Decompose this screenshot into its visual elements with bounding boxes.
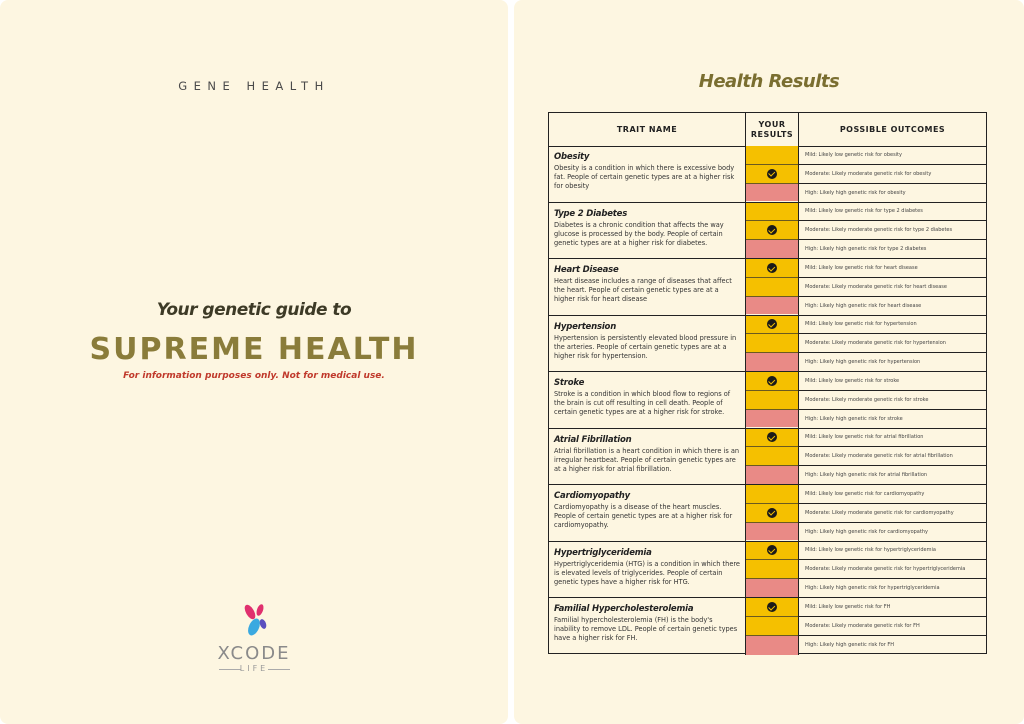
outcomes-cell — [799, 259, 986, 315]
table-row — [549, 146, 986, 203]
result-cell — [746, 316, 799, 372]
table-row — [549, 259, 986, 316]
results-table — [548, 112, 987, 654]
outcomes-cell — [799, 372, 986, 428]
table-row — [549, 429, 986, 486]
result-high-cell — [746, 410, 798, 428]
outcome-high: High: Likely high genetic risk for cardiomyopathy — [805, 528, 928, 535]
outcomes-cell — [799, 542, 986, 598]
outcome-high: High: Likely high genetic risk for obesity — [805, 189, 906, 196]
outcome-moderate: Moderate: Likely moderate genetic risk for FH — [799, 617, 986, 636]
outcomes-cell — [799, 146, 986, 202]
disclaimer: For information purposes only. Not for medical use. — [123, 371, 385, 381]
result-cell — [746, 259, 799, 315]
outcome-moderate: Moderate: Likely moderate genetic risk for cardiomyopathy — [799, 504, 986, 523]
outcome-mild: Mild: Likely low genetic risk for stroke — [799, 372, 986, 391]
table-row — [549, 203, 986, 260]
trait-cell — [549, 598, 746, 655]
table-row — [549, 485, 986, 542]
result-mild-cell — [746, 146, 798, 165]
outcome-high: High: Likely high genetic risk for stroke — [805, 415, 903, 422]
outcome-high: High: Likely high genetic risk for FH — [805, 642, 894, 649]
header-possible-outcomes: POSSIBLE OUTCOMES — [839, 124, 946, 134]
trait-cell — [549, 485, 746, 541]
outcomes-cell — [799, 316, 986, 372]
outcome-high: High: Likely high genetic risk for type 2 diabetes — [805, 246, 927, 253]
results-title: Health Results — [698, 71, 840, 92]
result-moderate-cell — [746, 617, 798, 636]
trait-name: Heart Disease — [554, 265, 619, 275]
trait-description: Hypertriglyceridemia (HTG) is a condition in which there is elevated levels of triglycerides. People of certain genetic types have a higher risk for HTG. — [554, 559, 740, 586]
result-moderate-cell — [746, 447, 798, 466]
outcomes-cell — [799, 598, 986, 655]
header-trait-name: TRAIT NAME — [549, 113, 746, 146]
outcome-mild: Mild: Likely low genetic risk for FH — [799, 598, 986, 617]
outcome-moderate: Moderate: Likely moderate genetic risk for heart disease — [799, 278, 986, 297]
check-circle-icon — [767, 545, 777, 555]
trait-name: Obesity — [554, 152, 590, 162]
trait-cell — [549, 316, 746, 372]
outcome-mild: Mild: Likely low genetic risk for heart disease — [799, 259, 986, 278]
result-moderate-cell — [746, 278, 798, 297]
result-mild-cell — [746, 203, 798, 222]
outcome-high: High: Likely high genetic risk for hypertension — [805, 359, 921, 366]
trait-name: Type 2 Diabetes — [554, 208, 628, 219]
table-header — [549, 113, 986, 147]
result-mild-cell — [746, 598, 798, 617]
result-high-cell — [746, 579, 798, 597]
outcome-moderate: Moderate: Likely moderate genetic risk for obesity — [799, 165, 986, 184]
table-row — [549, 316, 986, 373]
check-circle-icon — [767, 169, 777, 179]
trait-name: Hypertension — [554, 321, 617, 332]
trait-name: Atrial Fibrillation — [554, 434, 632, 445]
trait-description: Heart disease includes a range of diseases that affect the heart. People of certain genetic types are at a higher risk for heart disease — [554, 277, 732, 303]
outcome-mild: Mild: Likely low genetic risk for hypertriglyceridemia — [799, 542, 986, 561]
trait-name: Hypertriglyceridemia — [554, 547, 652, 558]
outcome-moderate: Moderate: Likely moderate genetic risk for type 2 diabetes — [799, 221, 986, 240]
outcome-mild: Mild: Likely low genetic risk for cardiomyopathy — [799, 485, 986, 504]
trait-description: Stroke is a condition in which blood flow to regions of the brain is cut off resulting in cell death. People of certain genetic types are at a higher risk for stroke. — [554, 390, 731, 416]
check-circle-icon — [767, 225, 777, 235]
outcomes-cell — [799, 429, 986, 485]
trait-description: Diabetes is a chronic condition that affects the way glucose is processed by the body. People of certain genetic types are at a higher risk for diabetes. — [554, 220, 724, 247]
trait-cell — [549, 542, 746, 598]
result-cell — [746, 146, 799, 202]
trait-name: Cardiomyopathy — [554, 491, 630, 501]
result-moderate-cell — [746, 165, 798, 184]
check-circle-icon — [767, 263, 777, 273]
brand-heading: GENE HEALTH — [178, 79, 330, 93]
trait-description: Familial hypercholesterolemia (FH) is the body's inability to remove LDL. People of certain genetic types have a higher risk for FH. — [554, 616, 738, 642]
check-circle-icon — [767, 602, 777, 612]
logo-subname: LIFE — [239, 664, 269, 673]
cover-title: SUPREME HEALTH — [89, 332, 419, 367]
result-mild-cell — [746, 259, 798, 278]
result-high-cell — [746, 466, 798, 484]
cover-subtitle: Your genetic guide to — [156, 300, 352, 320]
table-row — [549, 372, 986, 429]
result-moderate-cell — [746, 504, 798, 523]
result-moderate-cell — [746, 560, 798, 579]
check-circle-icon — [767, 376, 777, 386]
check-circle-icon — [767, 508, 777, 518]
result-moderate-cell — [746, 391, 798, 410]
result-cell — [746, 485, 799, 541]
trait-cell — [549, 372, 746, 428]
result-cell — [746, 372, 799, 428]
table-row — [549, 598, 986, 655]
outcome-mild: Mild: Likely low genetic risk for obesity — [799, 146, 986, 165]
outcome-moderate: Moderate: Likely moderate genetic risk for hypertriglyceridemia — [799, 560, 986, 579]
trait-cell — [549, 429, 746, 485]
outcome-mild: Mild: Likely low genetic risk for hypertension — [799, 316, 986, 335]
result-high-cell — [746, 297, 798, 315]
trait-cell — [549, 146, 746, 202]
trait-name: Familial Hypercholesterolemia — [554, 604, 694, 614]
xcode-logo-icon — [238, 600, 274, 640]
trait-description: Obesity is a condition in which there is excessive body fat. People of certain genetic types are at a higher risk for obesity — [554, 164, 735, 190]
result-mild-cell — [746, 316, 798, 335]
outcomes-cell — [799, 485, 986, 541]
result-high-cell — [746, 240, 798, 258]
outcome-high: High: Likely high genetic risk for atrial fibrillation — [805, 472, 928, 479]
outcome-moderate: Moderate: Likely moderate genetic risk for stroke — [799, 391, 986, 410]
outcome-mild: Mild: Likely low genetic risk for type 2 diabetes — [799, 203, 986, 222]
result-cell — [746, 203, 799, 259]
result-high-cell — [746, 353, 798, 371]
logo-name: XCODE — [217, 643, 291, 664]
outcome-high: High: Likely high genetic risk for hypertriglyceridemia — [805, 585, 940, 592]
cover-page — [0, 0, 508, 724]
trait-cell — [549, 259, 746, 315]
result-high-cell — [746, 636, 798, 654]
outcome-moderate: Moderate: Likely moderate genetic risk for hypertension — [799, 334, 986, 353]
result-mild-cell — [746, 429, 798, 448]
result-cell — [746, 598, 799, 655]
outcomes-cell — [799, 203, 986, 259]
trait-description: Atrial fibrillation is a heart condition in which there is an irregular heartbeat. People of certain genetic types are at a higher risk for atrial fibrillation. — [554, 446, 740, 473]
result-high-cell — [746, 523, 798, 541]
result-moderate-cell — [746, 221, 798, 240]
result-mild-cell — [746, 485, 798, 504]
result-cell — [746, 542, 799, 598]
logo-divider-right — [268, 669, 290, 670]
result-cell — [746, 429, 799, 485]
result-mild-cell — [746, 372, 798, 391]
trait-name: Stroke — [554, 378, 585, 388]
check-circle-icon — [767, 319, 777, 329]
header-your-results: YOUR RESULTS — [746, 113, 799, 146]
table-row — [549, 542, 986, 599]
result-moderate-cell — [746, 334, 798, 353]
results-page — [514, 0, 1024, 724]
outcome-moderate: Moderate: Likely moderate genetic risk for atrial fibrillation — [799, 447, 986, 466]
trait-description: Cardiomyopathy is a disease of the heart muscles. People of certain genetic types are at a higher risk for cardiomyopathy. — [554, 503, 733, 529]
outcome-mild: Mild: Likely low genetic risk for atrial fibrillation — [799, 429, 986, 448]
result-mild-cell — [746, 542, 798, 561]
trait-description: Hypertension is persistently elevated blood pressure in the arteries. People of certain genetic types are at a higher risk for hypertension. — [554, 333, 737, 360]
check-circle-icon — [767, 432, 777, 442]
trait-cell — [549, 203, 746, 259]
result-high-cell — [746, 184, 798, 202]
outcome-high: High: Likely high genetic risk for heart disease — [805, 302, 922, 309]
